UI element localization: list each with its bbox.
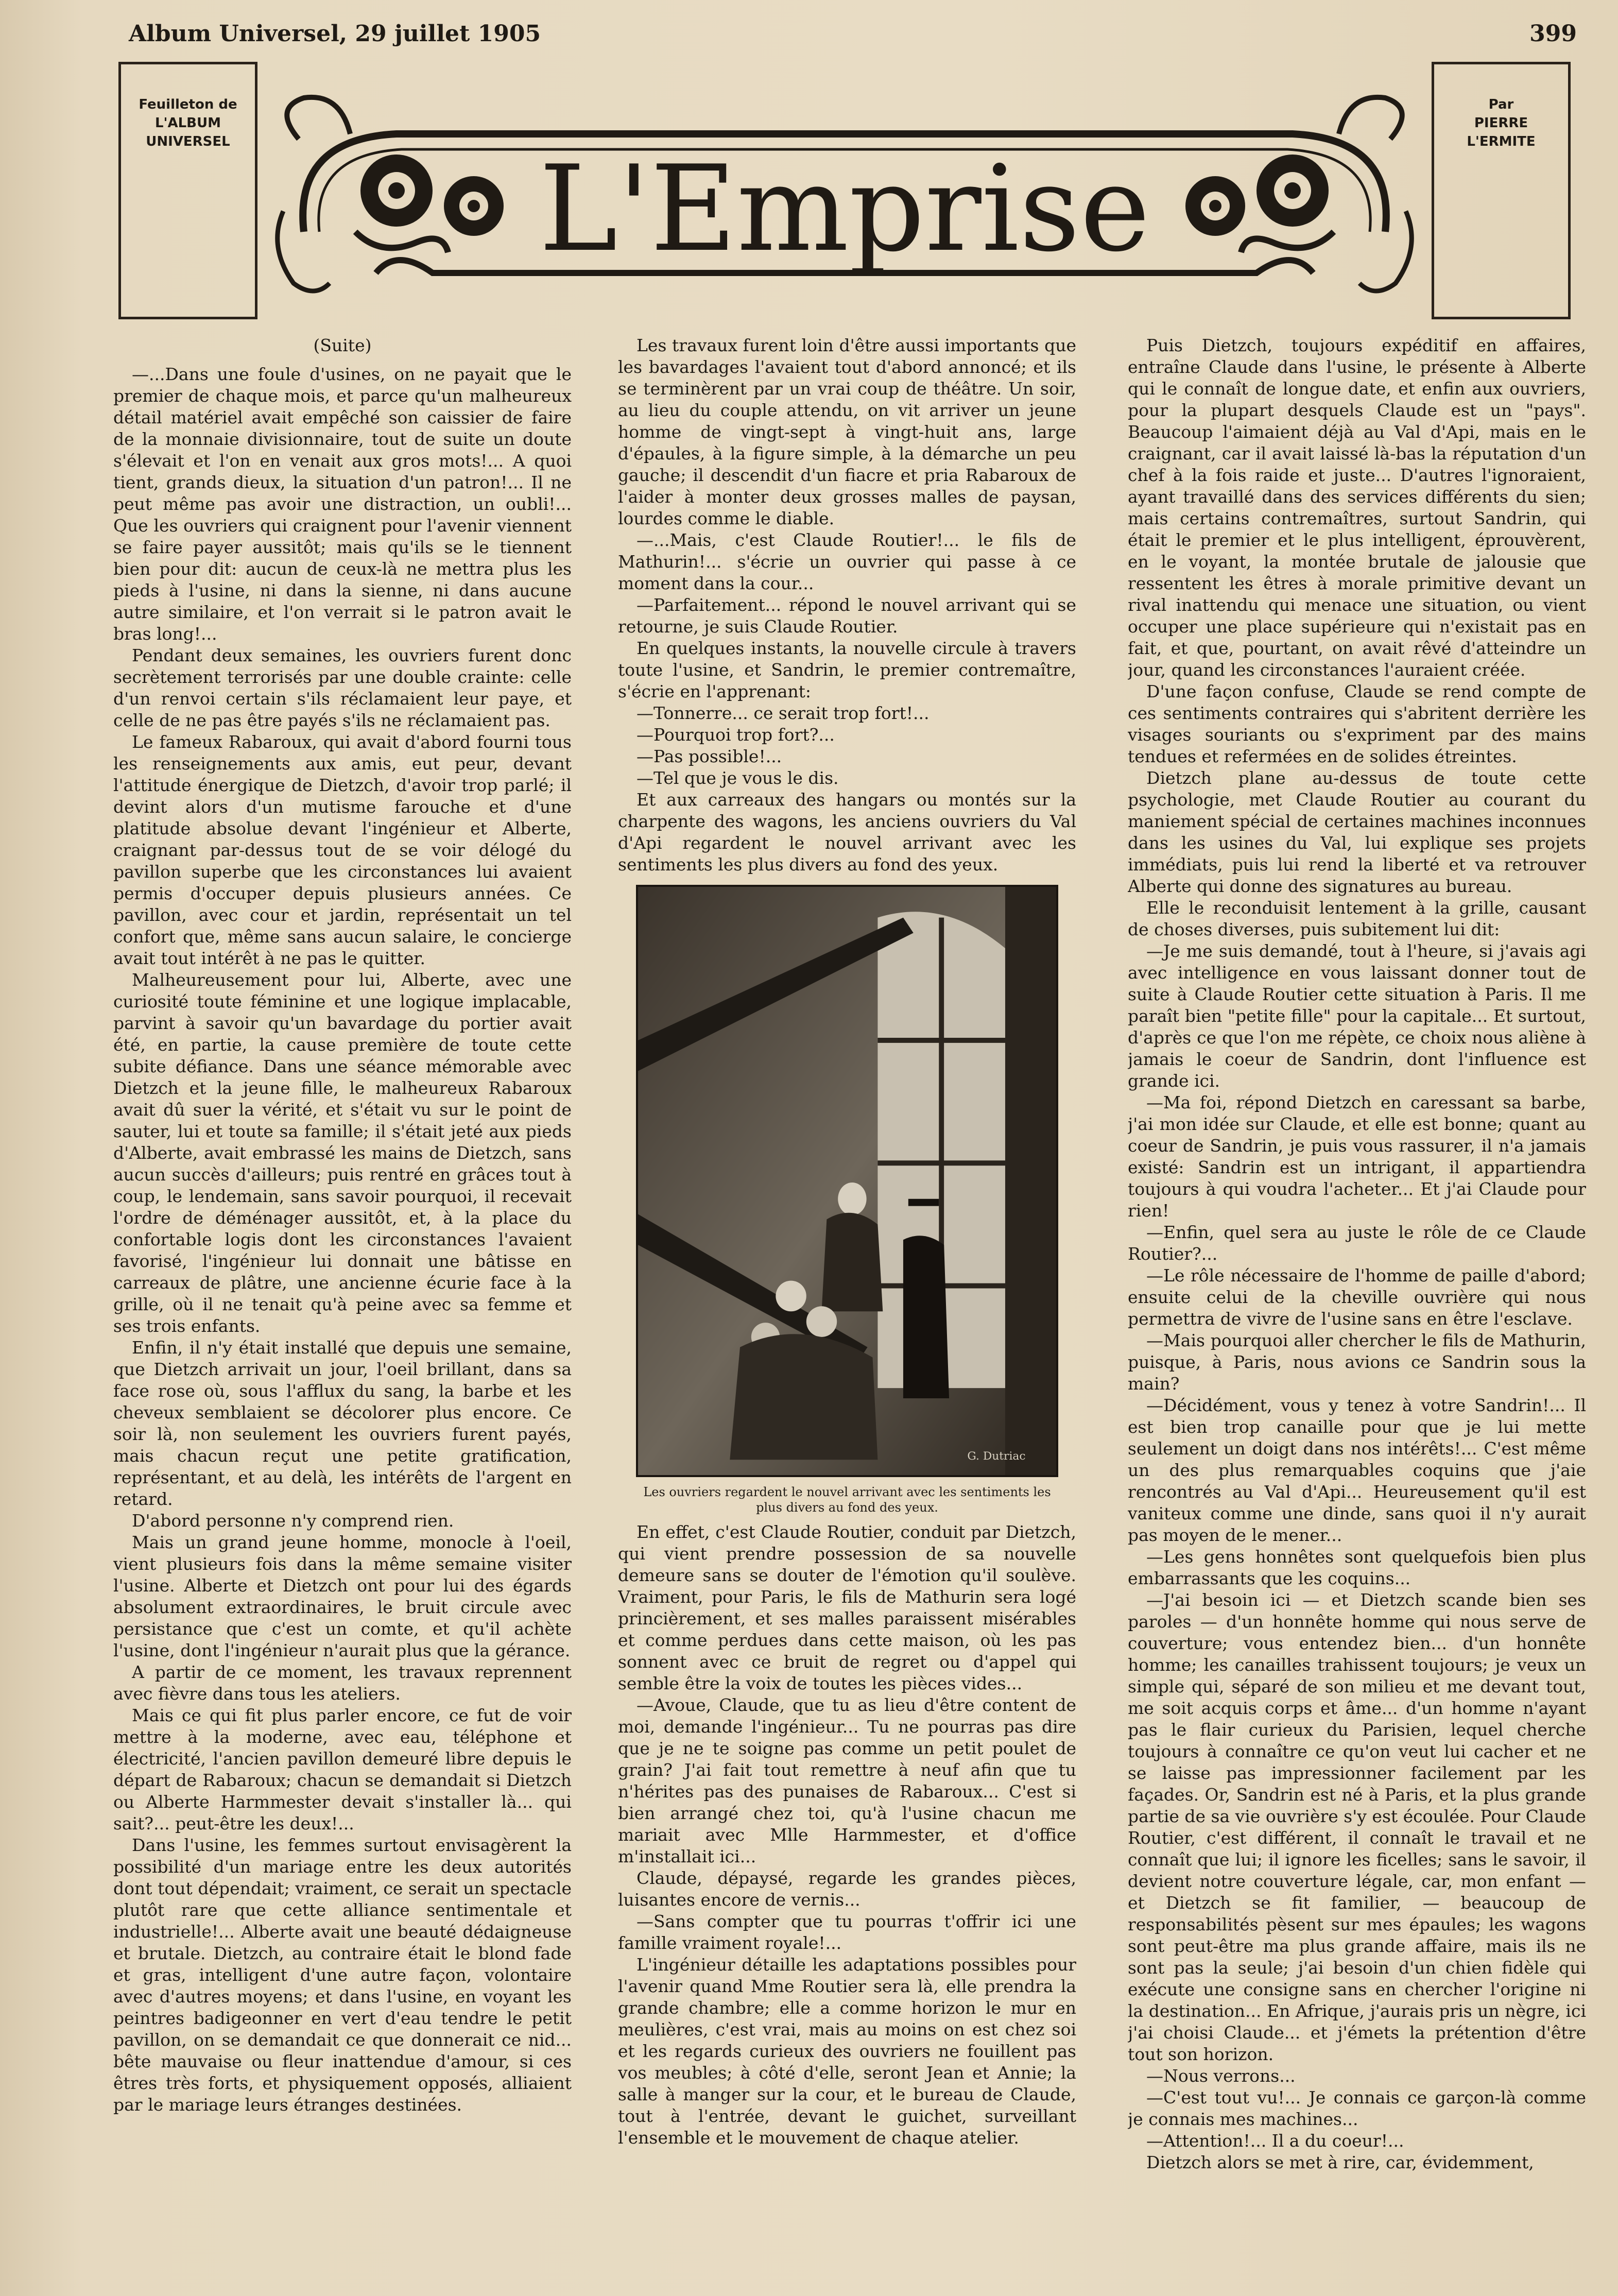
article-columns bbox=[113, 335, 1586, 2282]
paragraph: —Pas possible!... bbox=[636, 746, 782, 766]
feuilleton-line-1: Feuilleton de bbox=[139, 97, 237, 112]
paragraph: —C'est tout vu!... Je connais ce garçon-là comme je connais mes machines... bbox=[1128, 2087, 1586, 2129]
paragraph: —Ma foi, répond Dietzch en caressant sa barbe, j'ai mon idée sur Claude, et elle est bonne; quant au coeur de Sandrin, je puis vous rassurer, il n'a jamais existé: Sandrin est un intrigant, il appartiendra toujours à qui voudra l'acheter... Et j'ai Claude pour rien! bbox=[1128, 1092, 1586, 1221]
title-ornament bbox=[263, 77, 1426, 304]
column-2 bbox=[618, 335, 1076, 2282]
author-line-3: L'ERMITE bbox=[1467, 134, 1536, 149]
paragraph: —Tonnerre... ce serait trop fort!... bbox=[636, 703, 930, 723]
paragraph: Claude, dépaysé, regarde les grandes pièces, luisantes encore de vernis... bbox=[618, 1868, 1076, 1910]
paragraph: —...Dans une foule d'usines, on ne payait que le premier de chaque mois, et parce qu'un malheureux détail matériel avait empêché son caissier de faire de la monnaie divisionnaire, tout de suite un doute s'élevait et l'on en venait aux gros mots!... A quoi tient, grands dieux, la situation d'un patron!... Il ne peut même pas avoir une distraction, un oubli!... Que les ouvriers qui craignent pour l'avenir viennent se faire payer aussitôt; mais qu'ils se le tiennent bien pour dit: aucun de ceux-là ne mettra plus les pieds à l'usine, ni dans la sienne, ni dans aucune autre similaire, et l'on verrait si le patron avait le bras long!... bbox=[113, 364, 572, 644]
paragraph: —Tel que je vous le dis. bbox=[636, 768, 839, 788]
paragraph: —Mais pourquoi aller chercher le fils de Mathurin, puisque, à Paris, nous avions ce Sandrin sous la main? bbox=[1128, 1330, 1586, 1394]
feuilleton-line-3: UNIVERSEL bbox=[146, 134, 230, 149]
paragraph: D'une façon confuse, Claude se rend compte de ces sentiments contraires qui s'abritent derrière les visages souriants ou s'expriment par des mains tendues et refermées en de solides étreintes. bbox=[1128, 681, 1586, 766]
paragraph: —Je me suis demandé, tout à l'heure, si j'avais agi avec intelligence en vous laissant donner tout de suite à Claude Routier cette situation à Paris. Il me paraît bien "petite fille" pour la capitale... Et surtout, d'après ce que l'on me répète, ce choix nous aliène à jamais le coeur de Sandrin, dont l'influence est grande ici. bbox=[1128, 941, 1586, 1091]
paragraph: Puis Dietzch, toujours expéditif en affaires, entraîne Claude dans l'usine, le présente à Alberte qui le connaît de longue date, et enfin aux ouvriers, pour la plupart desquels Claude est un "pays". Beaucoup l'aimaient déjà au Val d'Api, mais en le craignant, car il avait laissé là-bas la réputation d'un chef à la fois raide et juste... D'autres l'ignoraient, ayant travaillé dans des services différents du sien; mais certains contremaîtres, surtout Sandrin, qui était le premier et le plus intelligent, éprouvèrent, en le voyant, la montée brutale de jalousie que ressentent les êtres à morale primitive devant un rival inattendu qui menace une situation, ou vient occuper une place supérieure qui n'existait pas en fait, et que, pourtant, on avait rêvé d'atteindre un jour, quand les circonstances l'auraient créée. bbox=[1128, 335, 1586, 680]
paragraph: —Nous verrons... bbox=[1146, 2066, 1296, 2086]
paragraph: —...Mais, c'est Claude Routier!... le fils de Mathurin!... s'écrie un ouvrier qui passe à ce moment dans la cour... bbox=[618, 530, 1076, 593]
feuilleton-box bbox=[118, 62, 257, 319]
paragraph: Pendant deux semaines, les ouvriers furent donc secrètement terrorisés par une double crainte: celle d'un renvoi certain s'ils réclamaient leur paye, et celle de ne pas être payés s'ils ne réclamaient pas. bbox=[113, 645, 572, 730]
paragraph: Elle le reconduisit lentement à la grille, causant de choses diverses, puis subitement lui dit: bbox=[1128, 898, 1586, 939]
paragraph: —Les gens honnêtes sont quelquefois bien plus embarrassants que les coquins... bbox=[1128, 1547, 1586, 1588]
paragraph: Dietzch alors se met à rire, car, évidemment, bbox=[1146, 2152, 1534, 2172]
paragraph: L'ingénieur détaille les adaptations possibles pour l'avenir quand Mme Routier sera là, elle prendra la grande chambre; elle a comme horizon le mur en meulières, c'est vrai, mais au moins on est chez soi et les regards curieux des ouvriers ne fouillent pas vos meubles; à côté d'elle, seront Jean et Annie; la salle à manger sur la cour, et le bureau de Claude, tout à l'entrée, devant le guichet, surveillant l'ensemble et le mouvement de chaque atelier. bbox=[618, 1955, 1076, 2148]
illustrator-signature: G. Dutriac bbox=[967, 1450, 1026, 1463]
feuilleton-title: L'Emprise bbox=[539, 141, 1150, 278]
paragraph: En effet, c'est Claude Routier, conduit par Dietzch, qui vient prendre possession de sa nouvelle demeure sans se douter de l'émotion qu'il soulève. Vraiment, pour Paris, le fils de Mathurin sera logé princièrement, et ses malles paraissent misérables et comme perdues dans cette maison, où les pas sonnent avec ce bruit de regret ou d'appel qui semble être la voix de toutes les pièces vides... bbox=[618, 1522, 1076, 1693]
engraving-illustration bbox=[636, 885, 1058, 1477]
paragraph: En quelques instants, la nouvelle circule à travers toute l'usine, et Sandrin, le premier contremaître, s'écrie en l'apprenant: bbox=[618, 638, 1076, 701]
paragraph: —Décidément, vous y tenez à votre Sandrin!... Il est bien trop canaille pour que je lui mette seulement un doigt dans nos intérêts!... C'est même un des plus remarquables coquins que j'aie rencontrés au Val d'Api... Heureusement qu'il est vaniteux comme une dinde, sans quoi il n'y aurait pas moyen de le mener... bbox=[1128, 1395, 1586, 1545]
author-box bbox=[1432, 62, 1571, 319]
title-banner bbox=[118, 62, 1571, 319]
paragraph: —Enfin, quel sera au juste le rôle de ce Claude Routier?... bbox=[1128, 1222, 1586, 1264]
paragraph: —Avoue, Claude, que tu as lieu d'être content de moi, demande l'ingénieur... Tu ne pourras pas dire que je ne te soigne pas comme un petit poulet de grain? J'ai fait tout remettre à neuf afin que tu n'hérites pas des punaises de Rabaroux... C'est si bien arrangé chez toi, qu'à l'usine chacun me mariait avec Mlle Harmmester, et d'office m'installait ici... bbox=[618, 1695, 1076, 1866]
running-head bbox=[129, 21, 1577, 57]
paragraph: —Sans compter que tu pourras t'offrir ici une famille vraiment royale!... bbox=[618, 1911, 1076, 1953]
column-3 bbox=[1128, 335, 1586, 2282]
author-line-1: Par bbox=[1488, 97, 1514, 112]
paragraph: Les travaux furent loin d'être aussi importants que les bavardages l'avaient tout d'abord annoncé; et ils se terminèrent par un vrai coup de théâtre. Un soir, au lieu du couple attendu, on vit arriver un jeune homme de vingt-sept à vingt-huit ans, large d'épaules, à la figure simple, à la démarche un peu gauche; il descendit d'un fiacre et pria Rabaroux de l'aider à monter deux grosses malles de paysan, lourdes comme le diable. bbox=[618, 335, 1076, 528]
paragraph: —Le rôle nécessaire de l'homme de paille d'abord; ensuite celui de la cheville ouvrière qui nous permettra de vivre de l'usine sans en être l'esclave. bbox=[1128, 1265, 1586, 1329]
paragraph: D'abord personne n'y comprend rien. bbox=[132, 1511, 454, 1531]
paragraph: —J'ai besoin ici — et Dietzch scande bien ses paroles — d'un honnête homme qui nous serve de couverture; vous entendez bien... d'un honnête homme; les canailles trahissent toujours; je veux un simple qui, séparé de son milieu et me devant tout, me soit acquis corps et âme... d'un homme n'ayant pas le flair curieux du Parisien, lequel cherche toujours à connaître ce qu'on veut lui cacher et ne se laisse pas impressionner facilement par les façades. Or, Sandrin est né à Paris, et la plus grande partie de sa vie ouvrière s'y est écoulée. Pour Claude Routier, c'est différent, il connaît le travail et ne connaît que lui; il ignore les ficelles; sans le savoir, il devient notre couverture légale, car, mon enfant — et Dietzch se fit familier, — beaucoup de responsabilités pèsent sur mes épaules; les wagons sont peut-être ma plus grande affaire, mais ils ne sont pas la seule; j'ai besoin d'un chien fidèle qui exécute une consigne sans en chercher l'origine ni la destination... En Afrique, j'aurais pris un nègre, ici j'ai choisi Claude... et j'émets la prétention d'être tout son horizon. bbox=[1128, 1590, 1586, 2064]
author-line-2: PIERRE bbox=[1474, 115, 1528, 131]
paragraph: Dietzch plane au-dessus de toute cette psychologie, met Claude Routier au courant du maniement spécial de certaines machines inconnues dans les usines du Val, lui explique ses projets immédiats, puis lui rend la liberté et va retrouver Alberte qui donne des signatures au bureau. bbox=[1128, 768, 1586, 896]
paragraph: Dans l'usine, les femmes surtout envisagèrent la possibilité d'un mariage entre les deux autorités dont tout dépendait; vraiment, ce serait un spectacle plutôt rare que cette alliance sentimentale et industrielle!... Alberte avait une beauté dédaigneuse et brutale. Dietzch, au contraire était le blond fade et gras, intelligent d'une autre façon, volontaire avec d'autres moyens; et dans l'usine, en voyant les peintres badigeonner en vert d'eau tendre le petit pavillon, on se demandait ce que donnerait ce nid... bête mauvaise ou fleur inattendue d'amour, si ces êtres très forts, et physiquement opposés, alliaient par le mariage leurs étranges destinées. bbox=[113, 1835, 572, 2115]
page-number: 399 bbox=[1529, 21, 1577, 47]
illustration-caption: Les ouvriers regardent le nouvel arrivant avec les sentiments les plus divers au fond des yeux. bbox=[643, 1485, 1051, 1515]
flower-right-icon bbox=[1185, 155, 1334, 252]
paragraph: —Pourquoi trop fort?... bbox=[636, 725, 835, 745]
paragraph: —Attention!... Il a du coeur!... bbox=[1146, 2131, 1404, 2151]
paragraph: Enfin, il n'y était installé que depuis une semaine, que Dietzch arrivait un jour, l'oeil brillant, dans sa face rose où, sous l'afflux du sang, la barbe et les cheveux semblaient se décolorer plus encore. Ce soir là, non seulement les ouvriers furent payés, mais chacun reçut une petite gratification, représentant, et au delà, les intérêts de l'argent en retard. bbox=[113, 1338, 572, 1509]
paragraph: Le fameux Rabaroux, qui avait d'abord fourni tous les renseignements aux amis, eut peur, devant l'attitude énergique de Dietzch, d'avoir trop parlé; il devint alors d'un mutisme farouche et d'une platitude absolue devant l'ingénieur et Alberte, craignant par-dessus tout de se voir délogé du pavillon superbe que les circonstances lui avaient permis d'occuper depuis plusieurs années. Ce pavillon, avec cour et jardin, représentait un tel confort que, même sans aucun salaire, le concierge avait tout intérêt à ne pas le quitter. bbox=[113, 732, 572, 968]
illustration-figure bbox=[618, 885, 1076, 1515]
paragraph: A partir de ce moment, les travaux reprennent avec fièvre dans tous les ateliers. bbox=[113, 1662, 572, 1704]
suite-heading: (Suite) bbox=[313, 335, 372, 355]
paragraph: Mais ce qui fit plus parler encore, ce fut de voir mettre à la moderne, avec eau, téléphone et électricité, l'ancien pavillon demeuré libre depuis le départ de Rabaroux; chacun se demandait si Dietzch ou Alberte Harmmester devait s'installer là... qui sait?... peut-être les deux!... bbox=[113, 1705, 572, 1834]
flower-left-icon bbox=[355, 155, 504, 252]
paragraph: —Parfaitement... répond le nouvel arrivant qui se retourne, je suis Claude Routier. bbox=[618, 595, 1076, 637]
paragraph: Et aux carreaux des hangars ou montés sur la charpente des wagons, les anciens ouvriers du Val d'Api regardent le nouvel arrivant avec les sentiments les plus divers au fond des yeux. bbox=[618, 790, 1076, 875]
publication-date: Album Universel, 29 juillet 1905 bbox=[129, 21, 541, 47]
column-1 bbox=[113, 335, 572, 2282]
paragraph: Malheureusement pour lui, Alberte, avec une curiosité toute féminine et une logique implacable, parvint à savoir qu'un bavardage du portier avait été, en partie, la cause première de toute cette subite défiance. Dans une séance mémorable avec Dietzch et la jeune fille, le malheureux Rabaroux avait dû suer la vérité, et s'était vu sur le point de sauter, lui et toute sa famille; il s'était jeté aux pieds d'Alberte, avait embrassé les mains de Dietzch, sans aucun succès d'ailleurs; puis rentré en grâces tout à coup, le lendemain, sans savoir pourquoi, il recevait l'ordre de déménager aussitôt, et, à la place du confortable logis dont les circonstances l'avaient favorisé, l'ingénieur lui donnait une bâtisse en carreaux de plâtre, une ancienne écurie face à la grille, où il ne tenait qu'à peine avec sa femme et ses trois enfants. bbox=[113, 970, 572, 1336]
paragraph: Mais un grand jeune homme, monocle à l'oeil, vient plusieurs fois dans la même semaine visiter l'usine. Alberte et Dietzch ont pour lui des égards absolument extraordinaires, le bruit circule avec persistance que c'est un comte, et qu'il achète l'usine, dont l'ingénieur n'aurait plus que la gérance. bbox=[113, 1532, 572, 1660]
feuilleton-line-2: L'ALBUM bbox=[154, 115, 221, 131]
